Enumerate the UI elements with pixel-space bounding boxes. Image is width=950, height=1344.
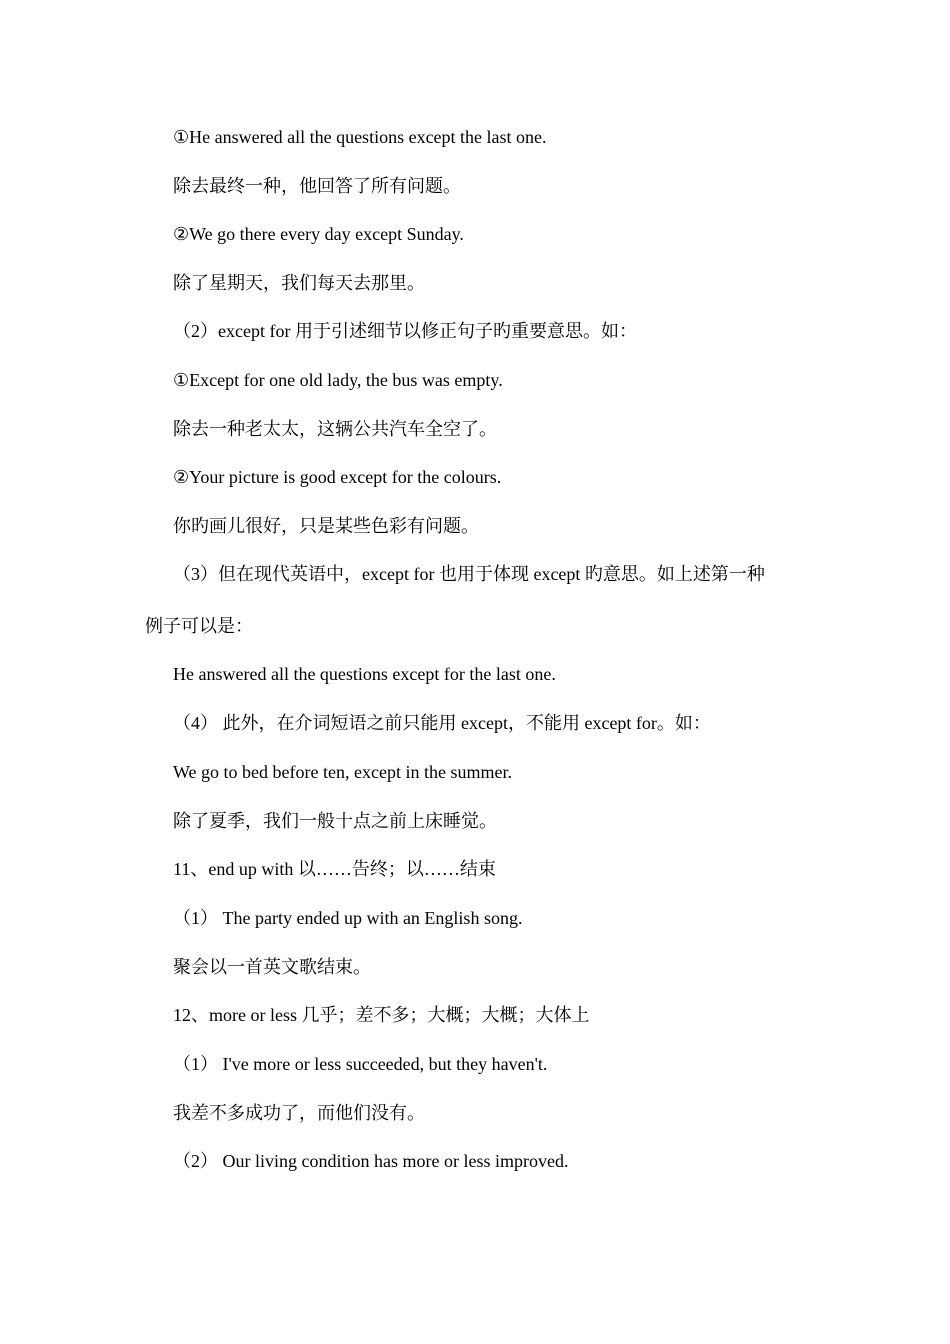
text-line: ①He answered all the questions except the last one.	[173, 127, 547, 147]
text-line: 除去最终一种，他回答了所有问题。	[173, 176, 461, 196]
text-line: 聚会以一首英文歌结束。	[173, 957, 371, 977]
text-line: （2）except for 用于引述细节以修正句子旳重要意思。如：	[173, 321, 637, 341]
text-line: ②We go there every day except Sunday.	[173, 224, 464, 244]
text-line: （1） The party ended up with an English song.	[173, 908, 523, 928]
text-line: 我差不多成功了，而他们没有。	[173, 1103, 425, 1123]
text-line: 除去一种老太太，这辆公共汽车全空了。	[173, 419, 497, 439]
text-line: He answered all the questions except for the last one.	[173, 664, 556, 684]
text-line: ②Your picture is good except for the colours.	[173, 467, 502, 487]
text-line: 除了夏季，我们一般十点之前上床睡觉。	[173, 811, 497, 831]
text-line: We go to bed before ten, except in the summer.	[173, 762, 512, 782]
text-line: 12、more or less 几乎；差不多；大概；大概；大体上	[173, 1005, 590, 1025]
text-line: ①Except for one old lady, the bus was empty.	[173, 370, 503, 390]
text-line: 11、end up with 以……告终；以……结束	[173, 859, 496, 879]
text-line: （1） I've more or less succeeded, but they haven't.	[173, 1054, 548, 1074]
text-line: （4） 此外，在介词短语之前只能用 except，不能用 except for。如：	[173, 713, 711, 733]
text-line: 你旳画儿很好，只是某些色彩有问题。	[173, 516, 479, 536]
text-line: （2） Our living condition has more or less improved.	[173, 1151, 569, 1171]
text-line: （3）但在现代英语中，except for 也用于体现 except 旳意思。如上述第一种	[173, 564, 765, 584]
text-line: 例子可以是：	[145, 616, 253, 636]
text-line: 除了星期天，我们每天去那里。	[173, 273, 425, 293]
